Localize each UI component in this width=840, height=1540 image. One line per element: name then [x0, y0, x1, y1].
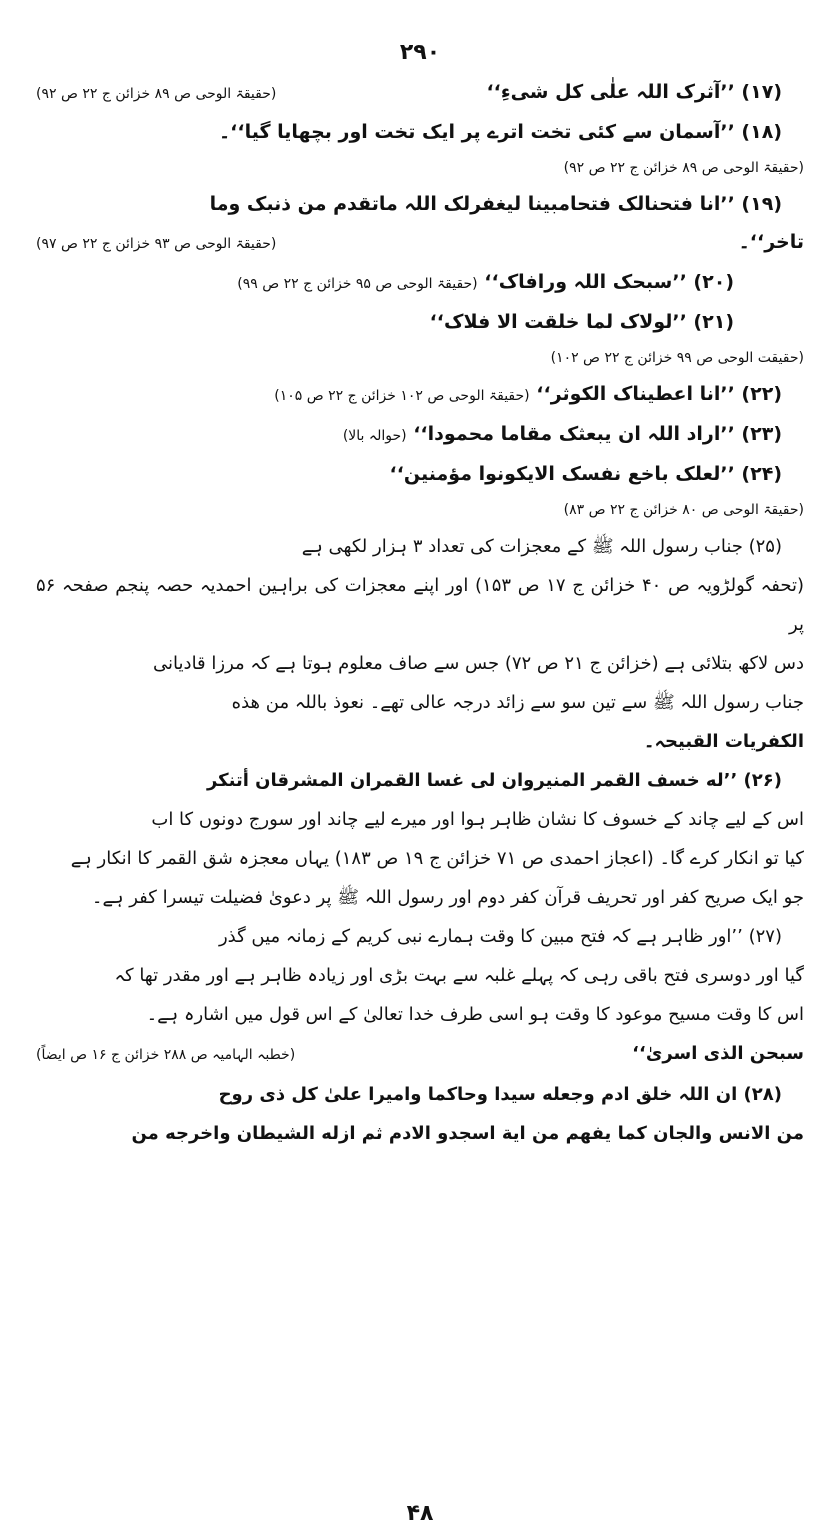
entry-text: (۲۲) ’’انا اعطیناک الکوثر‘‘ [536, 383, 782, 405]
paragraph-line: گیا اور دوسری فتح باقی رہی کہ پہلے غلبہ سے بہت بڑی اور زیادہ ظاہر ہے اور مقدر تھا کہ [114, 965, 804, 986]
entry-reference: (حقیقۃ الوحی ص ۱۰۲ خزائن ج ۲۲ ص ۱۰۵) [274, 388, 530, 404]
paragraph-line: (۲۷) ’’اور ظاہر ہے کہ فتح مبین کا وقت ہمارے نبی کریم کے زمانہ میں گذر [218, 926, 782, 947]
paragraph-line: کیا تو انکار کرے گا۔ (اعجاز احمدی ص ۷۱ خزائن ج ۱۹ ص ۱۸۳) یہاں معجزہ شق القمر کا انکار ہے [70, 848, 804, 869]
paragraph-line: (۲۵) جناب رسول اللہ ﷺ کے معجزات کی تعداد ۳ ہزار لکھی ہے [301, 536, 782, 557]
entry-17 [36, 73, 804, 113]
quote-end: سبحن الذی اسریٰ‘‘ [632, 1043, 804, 1064]
page-number: ۲۹۰ [399, 40, 441, 65]
entry-reference: (حقیقۃ الوحی ص ۹۵ خزائن ج ۲۲ ص ۹۹) [237, 276, 478, 292]
paragraph-line: جناب رسول اللہ ﷺ سے تین سو سے زائد درجہ عالی تھے۔ نعوذ باللہ من هذه [231, 692, 804, 713]
entry-21: (۲۱) ’’لولاک لما خلقت الا فلاک‘‘ [429, 311, 734, 333]
paragraph-27 [36, 917, 804, 1075]
reference-line: (حقیقۃ الوحی ص ۸۹ خزائن ج ۲۲ ص ۹۲) [563, 160, 804, 176]
entry-text: تاخر‘‘۔ [738, 231, 804, 253]
paragraph-line: (تحفہ گولڑویہ ص ۴۰ خزائن ج ۱۷ ص ۱۵۳) اور اپنے معجزات کی براہین احمدیہ حصہ پنجم صفحہ ۵۶ پر [36, 575, 804, 635]
entry-text: (۱۷) ’’آثرک اللہ علٰی کل شیءِ‘‘ [486, 81, 782, 103]
paragraph-line: (۲۸) ان اللہ خلق ادم وجعله سیدا وحاکما وامیرا علیٰ کل ذی روح [218, 1084, 782, 1105]
paragraph-line: اس کے لیے چاند کے خسوف کا نشان ظاہر ہوا اور میرے لیے چاند اور سورج دونوں کا اب [151, 809, 804, 830]
paragraph-line: (۲۶) ’’له خسف القمر المنیروان لی غسا القمران المشرقان أتنکر [206, 770, 782, 791]
paragraph-last-line [36, 1034, 804, 1075]
entry-19: (۱۹) ’’انا فتحنالک فتحامبینا لیغفرلک اللہ ماتقدم من ذنبک وما [209, 193, 782, 215]
paragraph-25 [36, 527, 804, 761]
paragraph-26 [36, 761, 804, 917]
paragraph-line: جو ایک صریح کفر اور تحریف قرآن کفر دوم اور رسول اللہ ﷺ پر دعویٰ فضیلت تیسرا کفر ہے۔ [91, 887, 804, 908]
reference-line: (حقیقت الوحی ص ۹۹ خزائن ج ۲۲ ص ۱۰۲) [550, 350, 804, 366]
entry-18: (۱۸) ’’آسمان سے کئی تخت اترے پر ایک تخت اور بچھایا گیا‘‘۔ [219, 121, 782, 143]
paragraph-line: من الانس والجان کما یفهم من ایة اسجدو الادم ثم ازله الشیطان واخرجه من [131, 1123, 804, 1144]
entry-20 [36, 263, 804, 303]
paragraph-line: اس کا وقت مسیح موعود کا وقت ہو اسی طرف خدا تعالیٰ کے اس قول میں اشارہ ہے۔ [146, 1004, 804, 1025]
entry-reference: (حقیقۃ الوحی ص ۸۹ خزائن ج ۲۲ ص ۹۲) [36, 86, 277, 102]
entry-text: (۲۳) ’’اراد اللہ ان یبعثک مقاما محمودا‘‘ [413, 423, 782, 445]
entry-reference: (حقیقۃ الوحی ص ۹۳ خزائن ج ۲۲ ص ۹۷) [36, 236, 277, 252]
footer-page-number: ۴۸ [406, 1501, 434, 1526]
paragraph-line: دس لاکھ بتلائی ہے (خزائن ج ۲۱ ص ۷۲) جس سے صاف معلوم ہوتا ہے کہ مرزا قادیانی [153, 653, 804, 674]
entry-22 [36, 375, 804, 415]
entry-19-continued [36, 223, 804, 263]
entry-reference: (حوالہ بالا) [342, 428, 407, 444]
entry-text: (۲۰) ’’سبحک اللہ ورافاک‘‘ [484, 271, 734, 293]
entry-23 [36, 415, 804, 455]
reference-line: (حقیقۃ الوحی ص ۸۰ خزائن ج ۲۲ ص ۸۳) [563, 502, 804, 518]
paragraph-28 [36, 1075, 804, 1153]
entry-24: (۲۴) ’’لعلک باخع نفسک الایکونوا مؤمنین‘‘ [389, 463, 782, 485]
entry-reference: (خطبہ الہامیہ ص ۲۸۸ خزائن ج ۱۶ ص ایضاً) [36, 1047, 296, 1063]
paragraph-line: الکفریات القبیحہ۔ [643, 731, 804, 752]
